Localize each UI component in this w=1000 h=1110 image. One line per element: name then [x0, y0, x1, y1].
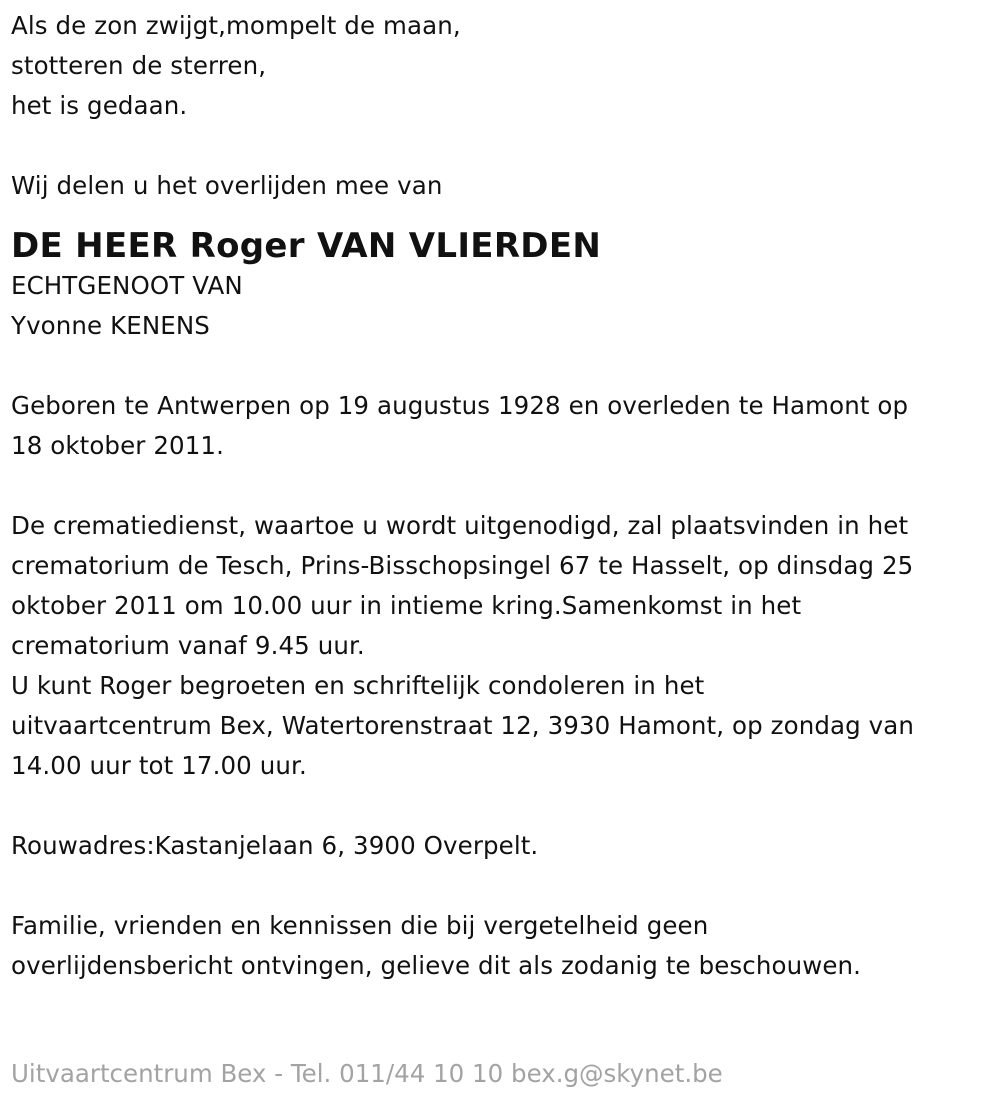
- spouse-name: Yvonne KENENS: [11, 311, 210, 340]
- relation-label: ECHTGENOOT VAN: [11, 271, 243, 300]
- spacer: [11, 866, 996, 906]
- mourning-address: Rouwadres:Kastanjelaan 6, 3900 Overpelt.: [11, 831, 539, 860]
- spacer: [11, 466, 996, 506]
- ceremony-line: crematorium vanaf 9.45 uur.: [11, 631, 365, 660]
- intro-text: Wij delen u het overlijden mee van: [11, 171, 443, 200]
- obituary-notice: [11, 6, 996, 986]
- birth-death-line: Geboren te Antwerpen op 19 augustus 1928 en overleden te Hamont op: [11, 391, 909, 420]
- deceased-name: DE HEER Roger VAN VLIERDEN: [11, 226, 602, 266]
- ceremony-line: crematorium de Tesch, Prins-Bisschopsingel 67 te Hasselt, op dinsdag 25: [11, 551, 914, 580]
- ceremony-line: oktober 2011 om 10.00 uur in intieme kring.Samenkomst in het: [11, 591, 802, 620]
- ceremony-line: U kunt Roger begroeten en schriftelijk condoleren in het: [11, 671, 705, 700]
- funeral-home-contact: Uitvaartcentrum Bex - Tel. 011/44 10 10 bex.g@skynet.be: [11, 1059, 723, 1088]
- birth-death-line: 18 oktober 2011.: [11, 431, 224, 460]
- ceremony-line: De crematiedienst, waartoe u wordt uitgenodigd, zal plaatsvinden in het: [11, 511, 909, 540]
- spacer: [11, 346, 996, 386]
- poem-line: Als de zon zwijgt,mompelt de maan,: [11, 11, 461, 40]
- closing-line: overlijdensbericht ontvingen, gelieve dit als zodanig te beschouwen.: [11, 951, 862, 980]
- poem-line: stotteren de sterren,: [11, 51, 267, 80]
- ceremony-line: uitvaartcentrum Bex, Watertorenstraat 12, 3930 Hamont, op zondag van: [11, 711, 914, 740]
- poem-line: het is gedaan.: [11, 91, 188, 120]
- ceremony-line: 14.00 uur tot 17.00 uur.: [11, 751, 307, 780]
- spacer: [11, 786, 996, 826]
- closing-line: Familie, vrienden en kennissen die bij vergetelheid geen: [11, 911, 709, 940]
- spacer: [11, 126, 996, 166]
